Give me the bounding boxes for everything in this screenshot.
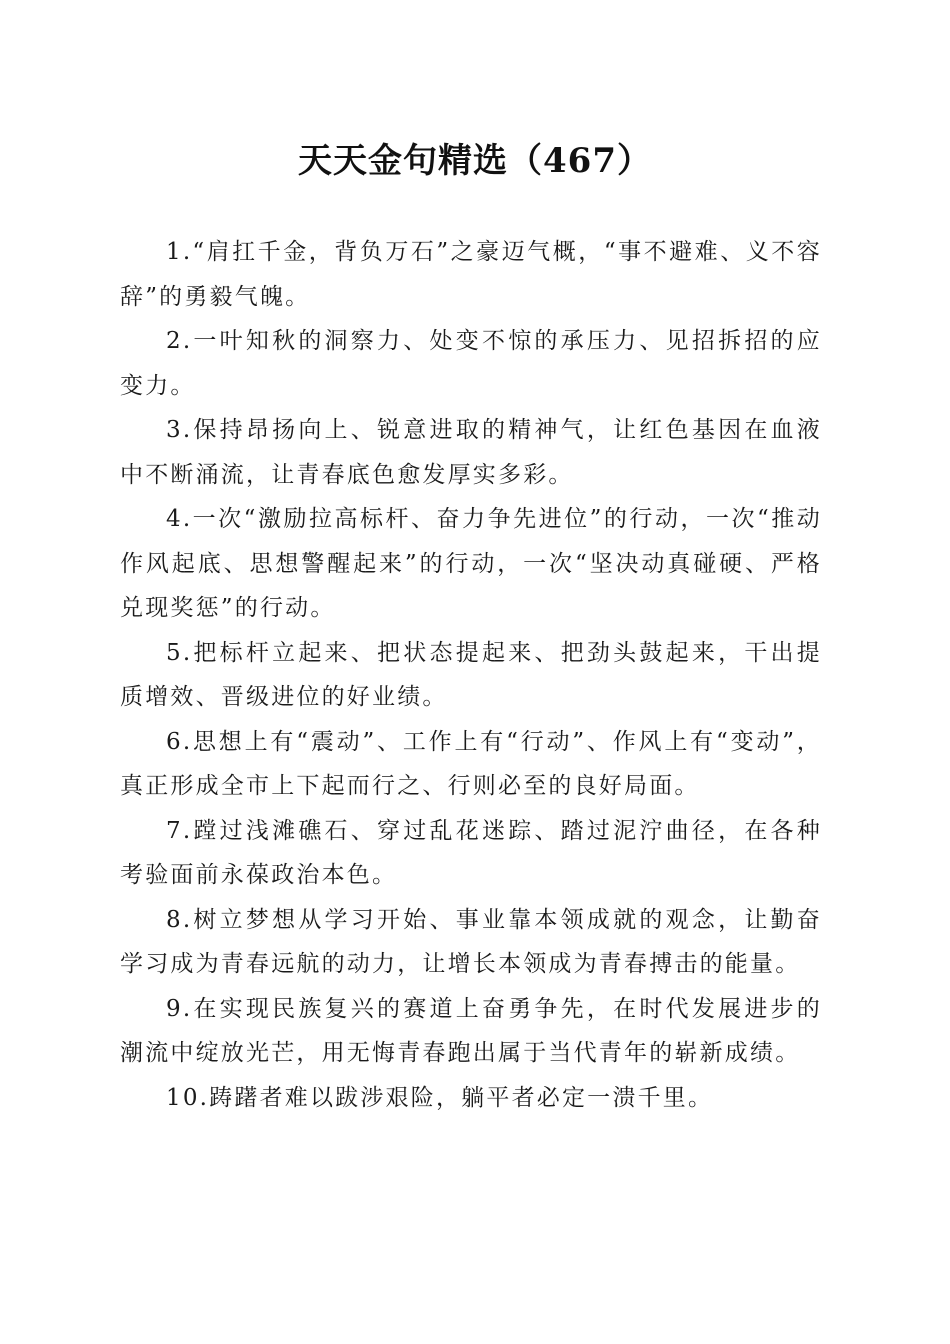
quote-item: 6.思想上有“震动”、工作上有“行动”、作风上有“变动”，真正形成全市上下起而行之、行则必至的良好局面。	[120, 728, 822, 799]
quote-item: 10.踌躇者难以跋涉艰险，躺平者必定一溃千里。	[166, 1084, 714, 1111]
quote-item: 3.保持昂扬向上、锐意进取的精神气，让红色基因在血液中不断涌流，让青春底色愈发厚实多彩。	[120, 417, 822, 488]
quote-item: 8.树立梦想从学习开始、事业靠本领成就的观念，让勤奋学习成为青春远航的动力，让增长本领成为青春搏击的能量。	[120, 906, 822, 977]
quote-item: 5.把标杆立起来、把状态提起来、把劲头鼓起来，干出提质增效、晋级进位的好业绩。	[120, 639, 822, 710]
page-title: 天天金句精选（467）	[298, 141, 652, 181]
quote-item: 9.在实现民族复兴的赛道上奋勇争先，在时代发展进步的潮流中绽放光芒，用无悔青春跑出属于当代青年的崭新成绩。	[120, 995, 822, 1066]
quote-item: 2.一叶知秋的洞察力、处变不惊的承压力、见招拆招的应变力。	[120, 328, 822, 399]
quote-item: 1.“肩扛千金，背负万石”之豪迈气概，“事不避难、义不容辞”的勇毅气魄。	[120, 239, 822, 310]
quote-list	[120, 230, 822, 1120]
quote-item: 4.一次“激励拉高标杆、奋力争先进位”的行动，一次“推动作风起底、思想警醒起来”的行动，一次“坚决动真碰硬、严格兑现奖惩”的行动。	[120, 506, 822, 621]
quote-item: 7.蹚过浅滩礁石、穿过乱花迷踪、踏过泥泞曲径，在各种考验面前永葆政治本色。	[120, 817, 822, 888]
